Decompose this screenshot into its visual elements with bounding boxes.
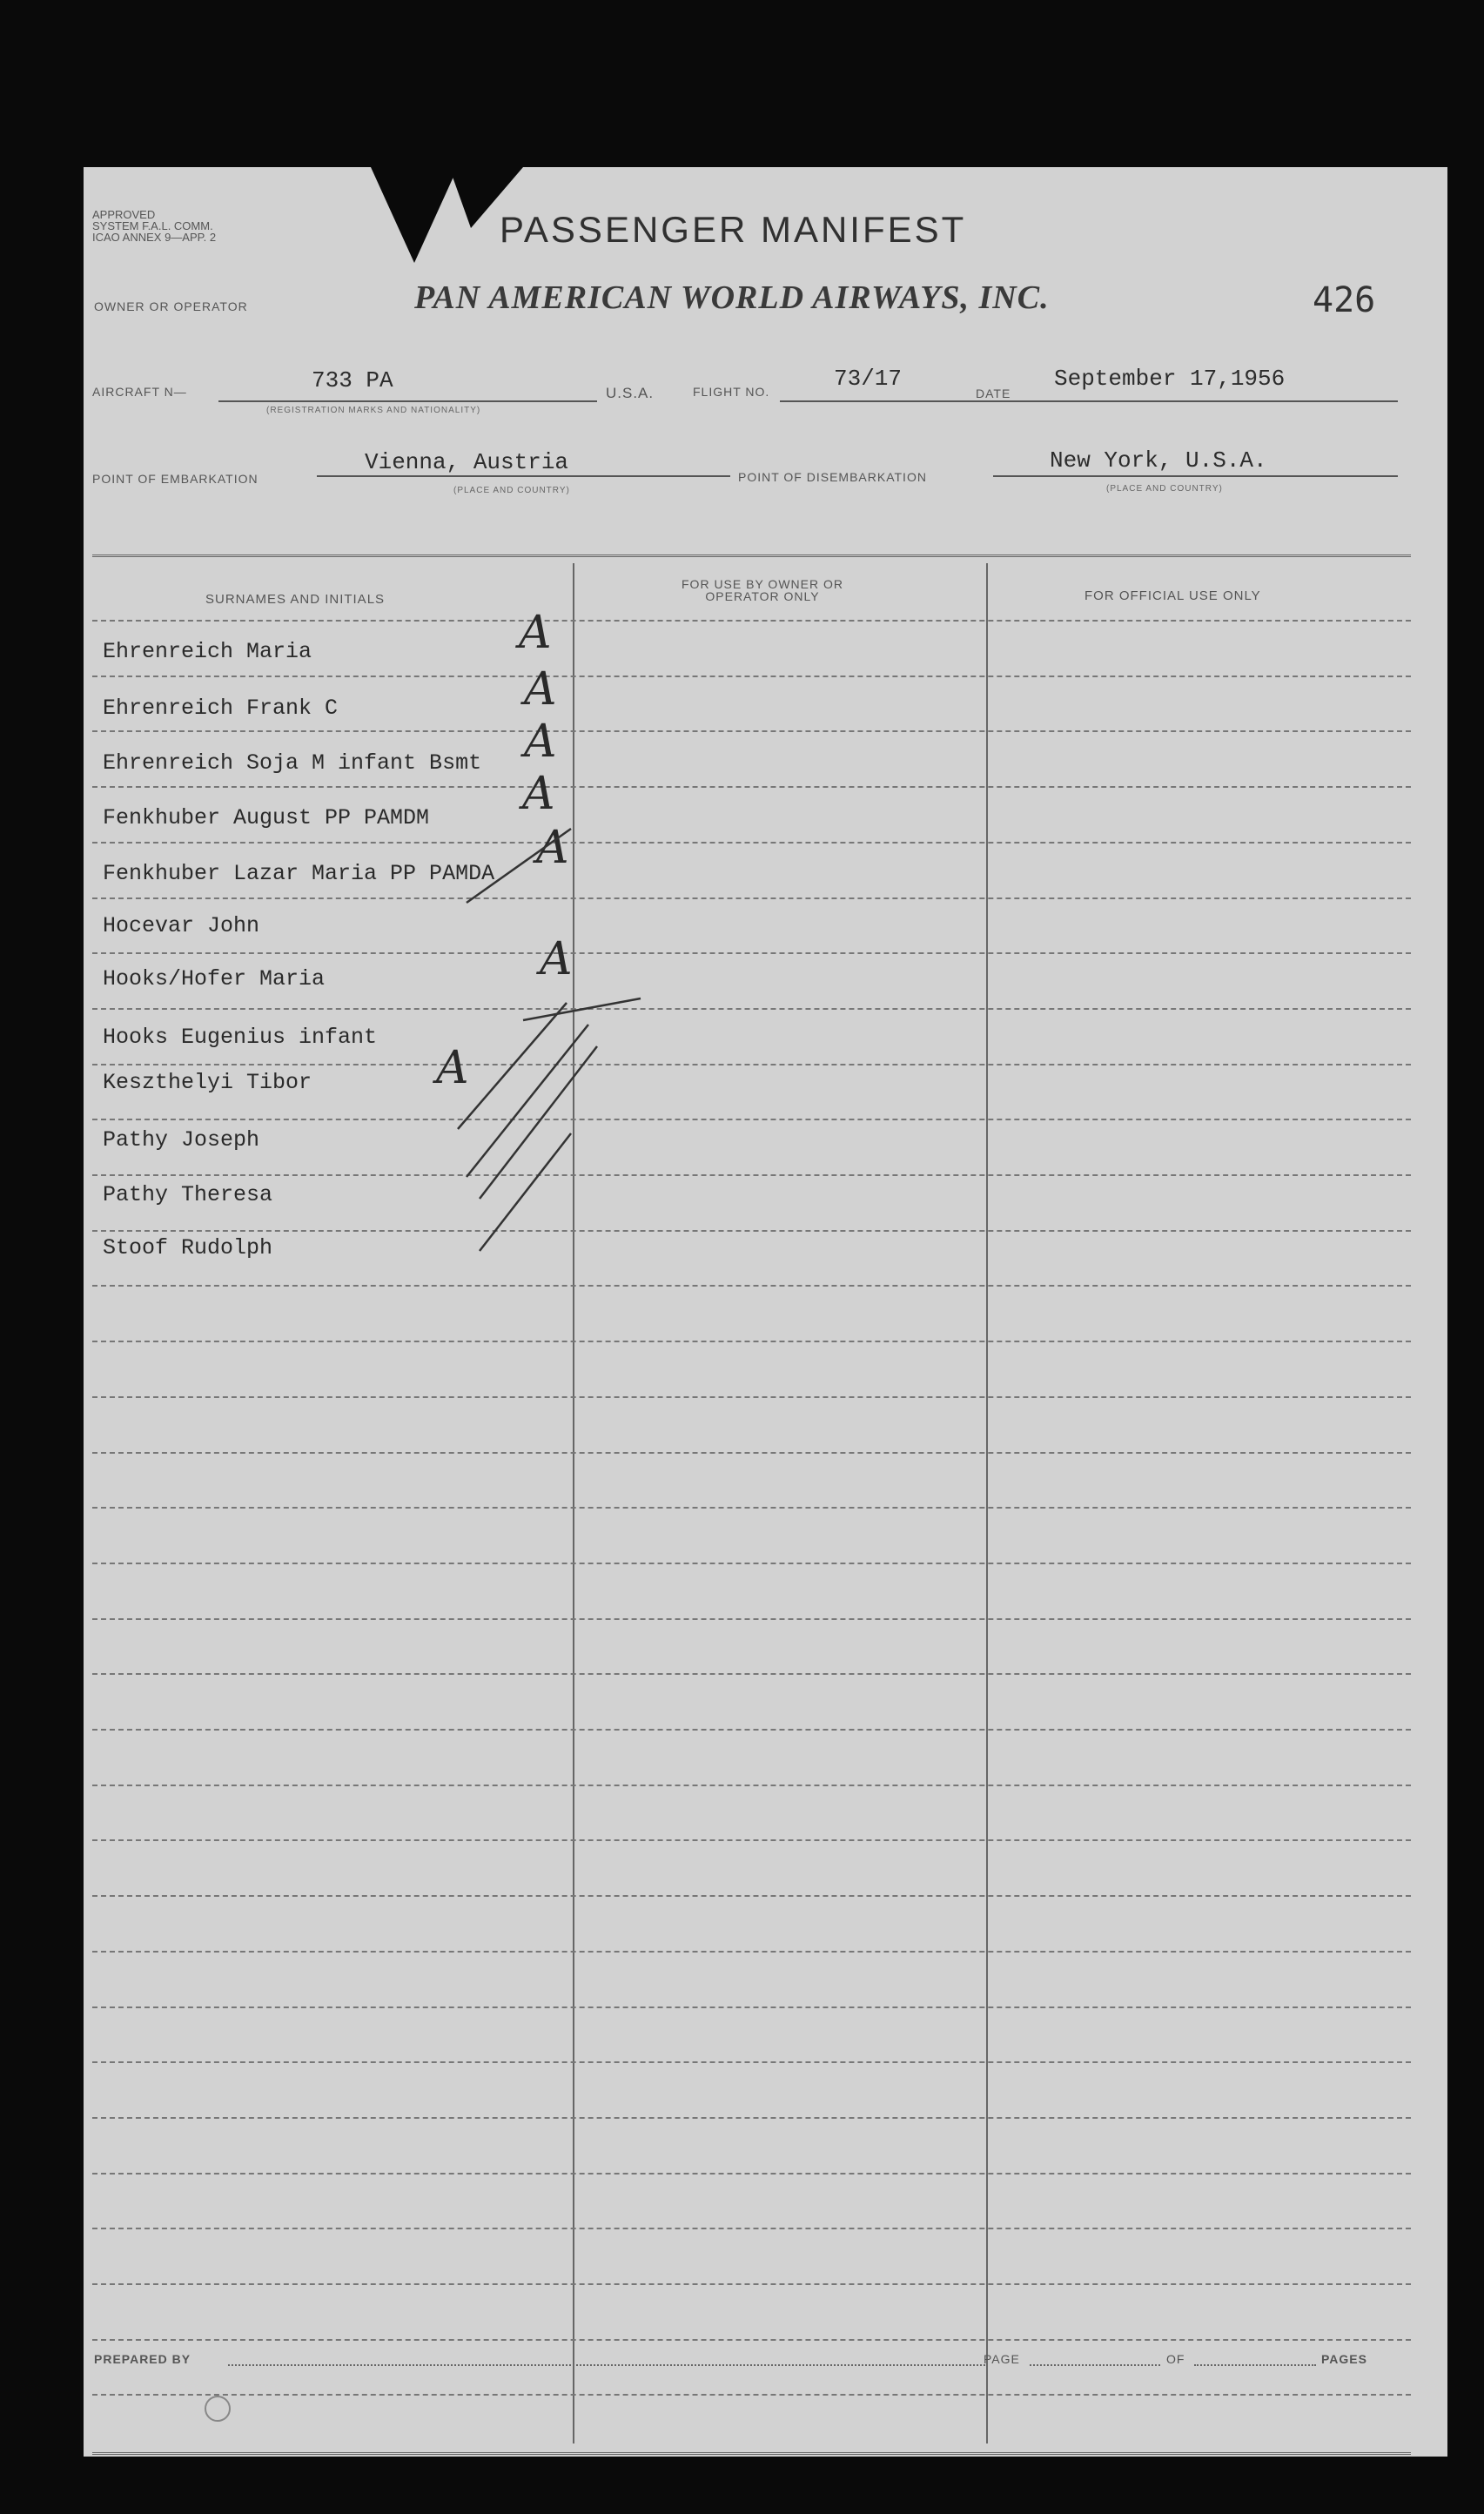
disembarkation-caption: (PLACE AND COUNTRY) (1106, 484, 1223, 494)
disembarkation-value: New York, U.S.A. (1050, 447, 1267, 474)
passenger-name: Fenkhuber Lazar Maria PP PAMDA (103, 861, 495, 886)
handwritten-mark: A (540, 933, 573, 985)
passenger-name: Hooks/Hofer Maria (103, 966, 326, 991)
handwritten-mark: A (524, 663, 557, 716)
passenger-name: Keszthelyi Tibor (103, 1070, 312, 1095)
handwritten-mark: A (436, 1042, 469, 1094)
page-label: PAGE (984, 2352, 1020, 2366)
aircraft-caption: (REGISTRATION MARKS AND NATIONALITY) (266, 406, 481, 415)
passenger-name: Hooks Eugenius infant (103, 1025, 378, 1050)
passenger-name: Pathy Joseph (103, 1127, 260, 1153)
table-bottom-border (92, 2452, 1411, 2455)
column-header-owner-use: FOR USE BY OWNER OR OPERATOR ONLY (682, 577, 843, 603)
column-header-surnames: SURNAMES AND INITIALS (205, 592, 386, 607)
pages-label: PAGES (1321, 2352, 1367, 2366)
flight-label: FLIGHT NO. (693, 385, 770, 399)
embarkation-value: Vienna, Austria (365, 449, 569, 475)
owner-label: OWNER OR OPERATOR (94, 299, 248, 313)
operator-name: PAN AMERICAN WORLD AIRWAYS, INC. (414, 279, 1050, 316)
flight-date: September 17,1956 (1054, 366, 1286, 392)
handwritten-mark: A (519, 607, 552, 659)
usa-label: U.S.A. (606, 385, 655, 401)
passenger-name: Hocevar John (103, 913, 260, 938)
passenger-name: Ehrenreich Maria (103, 639, 312, 664)
aircraft-label: AIRCRAFT N— (92, 385, 187, 399)
page-title: PASSENGER MANIFEST (500, 209, 967, 250)
passenger-name: Ehrenreich Frank C (103, 696, 339, 721)
embarkation-label: POINT OF EMBARKATION (92, 472, 259, 486)
approval-line: APPROVED (92, 208, 156, 221)
prepared-by-label: PREPARED BY (94, 2352, 191, 2366)
union-label-icon (205, 2396, 231, 2422)
passenger-name: Fenkhuber August PP PAMDM (103, 805, 430, 830)
handwritten-mark: A (524, 716, 557, 768)
page-number: 426 (1313, 280, 1376, 320)
embarkation-caption: (PLACE AND COUNTRY) (453, 486, 570, 495)
disembarkation-label: POINT OF DISEMBARKATION (738, 470, 927, 484)
prepared-by-line (228, 2364, 985, 2366)
passenger-name: Pathy Theresa (103, 1182, 273, 1207)
passenger-name: Ehrenreich Soja M infant Bsmt (103, 750, 482, 776)
handwritten-mark: A (522, 768, 555, 820)
page-line (1030, 2364, 1160, 2366)
column-header-official-use: FOR OFFICIAL USE ONLY (1084, 588, 1261, 603)
of-label: OF (1166, 2352, 1185, 2366)
flight-number: 73/17 (834, 366, 903, 392)
approval-line: SYSTEM F.A.L. COMM. (92, 219, 213, 232)
manifest-sheet (84, 167, 1447, 2457)
passenger-name: Stoof Rudolph (103, 1235, 273, 1260)
of-line (1194, 2364, 1316, 2366)
aircraft-value: 733 PA (312, 367, 393, 393)
approval-line: ICAO ANNEX 9—APP. 2 (92, 231, 217, 244)
handwritten-mark: A (536, 822, 569, 874)
handwritten-strokes (84, 167, 1447, 2457)
date-label: DATE (976, 387, 1011, 400)
